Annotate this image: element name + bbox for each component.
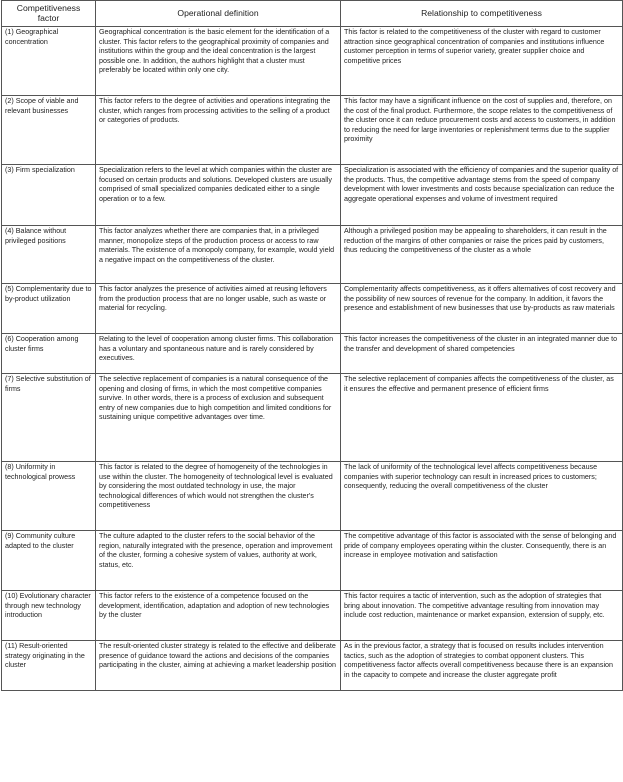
factor-cell: (3) Firm specialization <box>2 164 96 225</box>
header-factor: Competitiveness factor <box>2 1 96 27</box>
factor-cell: (4) Balance without privileged positions <box>2 225 96 283</box>
relationship-cell: This factor may have a significant influence on the cost of supplies and, therefore, on the cost of the final product. Furthermore, the scope relates to the competitiveness of the cluster once it can reduce procurement costs and access to customers, in addition to reducing the need for large inventories or replenishment terms due to the supplier proximity <box>341 95 623 164</box>
relationship-cell: The competitive advantage of this factor is associated with the sense of belonging and pride of company employees operating within the cluster. Consequently, there is an increase in employee motivation and satisfaction <box>341 530 623 590</box>
factor-cell: (10) Evolutionary character through new technology introduction <box>2 590 96 640</box>
relationship-cell: The lack of uniformity of the technological level affects competitiveness because companies with superior technology can result in increased prices to customers; consequently, reducing the overall competitiveness of the cluster <box>341 461 623 530</box>
definition-cell: This factor is related to the degree of homogeneity of the technologies in use within the cluster. The homogeneity of technological level is evaluated by considering the most outdated technology in use, the major technological differences of which would not strengthen the cluster's competitiveness <box>96 461 341 530</box>
relationship-cell: This factor increases the competitiveness of the cluster in an integrated manner due to the transfer and development of shared competencies <box>341 333 623 373</box>
table-row <box>2 283 623 333</box>
factor-cell: (6) Cooperation among cluster firms <box>2 333 96 373</box>
factor-cell: (7) Selective substitution of firms <box>2 373 96 461</box>
definition-cell: This factor analyzes whether there are companies that, in a privileged manner, monopolize steps of the production process or access to raw materials. The existence of a monopoly company, for example, would yield a negative impact on the competitiveness of the cluster. <box>96 225 341 283</box>
relationship-cell: Although a privileged position may be appealing to shareholders, it can result in the reduction of the margins of other companies or raise the prices paid by customers, thus reducing the competitiveness of the cluster as a whole <box>341 225 623 283</box>
table-row <box>2 26 623 95</box>
relationship-cell: Specialization is associated with the efficiency of companies and the superior quality of the products. Thus, the competitive advantage stems from the speed of company development with lower investments and costs because specialization can reduce the aggregate operational expenses and volume of investment required <box>341 164 623 225</box>
table-header-row <box>2 1 623 27</box>
definition-cell: Geographical concentration is the basic element for the identification of a cluster. This factor refers to the geographical proximity of companies and institutions within the group and the ideal concentration is the largest possible one. In addition, the authors highlight that a cluster must preferably be located within only one city. <box>96 26 341 95</box>
table-row <box>2 530 623 590</box>
factor-cell: (2) Scope of viable and relevant businesses <box>2 95 96 164</box>
table-row <box>2 461 623 530</box>
competitiveness-factors-table <box>1 0 623 691</box>
definition-cell: This factor refers to the degree of activities and operations integrating the cluster, which ranges from processing activities to the selling of a product or categories of products. <box>96 95 341 164</box>
header-relationship: Relationship to competitiveness <box>341 1 623 27</box>
table-row <box>2 373 623 461</box>
relationship-cell: As in the previous factor, a strategy that is focused on results includes intervention tactics, such as the adoption of strategies to combat opponent clusters. This competitiveness factor affects overall competitiveness because there is an expansion in the capacity to compete and increase the cluster aggregate profit <box>341 640 623 690</box>
definition-cell: This factor analyzes the presence of activities aimed at reusing leftovers from the production process that are no longer usable, such as waste or material for recycling. <box>96 283 341 333</box>
relationship-cell: This factor requires a tactic of intervention, such as the adoption of strategies that bring about innovation. The competitive advantage resulting from innovation may include cost reduction, maintenance or market expansion, extension of supply, etc. <box>341 590 623 640</box>
definition-cell: The result-oriented cluster strategy is related to the effective and deliberate presence of guidance toward the actions and decisions of the companies participating in the cluster, aiming at achieving a market leadership position <box>96 640 341 690</box>
definition-cell: The selective replacement of companies is a natural consequence of the opening and closing of firms, in which the most competitive companies survive. In other words, there is a process of exclusion and subsequent entry of new companies due to high competition and limited conditions for sustaining unique competitive advantages over time. <box>96 373 341 461</box>
table-row <box>2 590 623 640</box>
factor-cell: (5) Complementarity due to by-product utilization <box>2 283 96 333</box>
table-row <box>2 225 623 283</box>
factor-cell: (8) Uniformity in technological prowess <box>2 461 96 530</box>
definition-cell: The culture adapted to the cluster refers to the social behavior of the region, naturally integrated with the presence, operation and improvement of the cluster, forming a cohesive system of values, authority at work, status, etc. <box>96 530 341 590</box>
relationship-cell: This factor is related to the competitiveness of the cluster with regard to customer attraction since geographical concentration of companies and institutions influence customer perception in terms of superior variety, greater supplier choice and competitive prices <box>341 26 623 95</box>
definition-cell: Relating to the level of cooperation among cluster firms. This collaboration has a voluntary and spontaneous nature and is rarely considered by executives. <box>96 333 341 373</box>
relationship-cell: Complementarity affects competitiveness, as it offers alternatives of cost recovery and the possibility of new sources of revenue for the company. In addition, it favors the presence and establishment of new businesses that use by-products as raw materials <box>341 283 623 333</box>
header-definition: Operational definition <box>96 1 341 27</box>
factor-cell: (1) Geographical concentration <box>2 26 96 95</box>
table-row <box>2 333 623 373</box>
relationship-cell: The selective replacement of companies affects the competitiveness of the cluster, as it ensures the effective and permanent presence of efficient firms <box>341 373 623 461</box>
table-row <box>2 95 623 164</box>
definition-cell: Specialization refers to the level at which companies within the cluster are focused on certain products and solutions. Developed clusters are usually comprised of small specialized companies dedicated either to a single operation or to a few. <box>96 164 341 225</box>
definition-cell: This factor refers to the existence of a competence focused on the development, identification, adaptation and adoption of new technologies by the cluster <box>96 590 341 640</box>
table-row <box>2 640 623 690</box>
table-row <box>2 164 623 225</box>
factor-cell: (9) Community culture adapted to the cluster <box>2 530 96 590</box>
factor-cell: (11) Result-oriented strategy originating in the cluster <box>2 640 96 690</box>
